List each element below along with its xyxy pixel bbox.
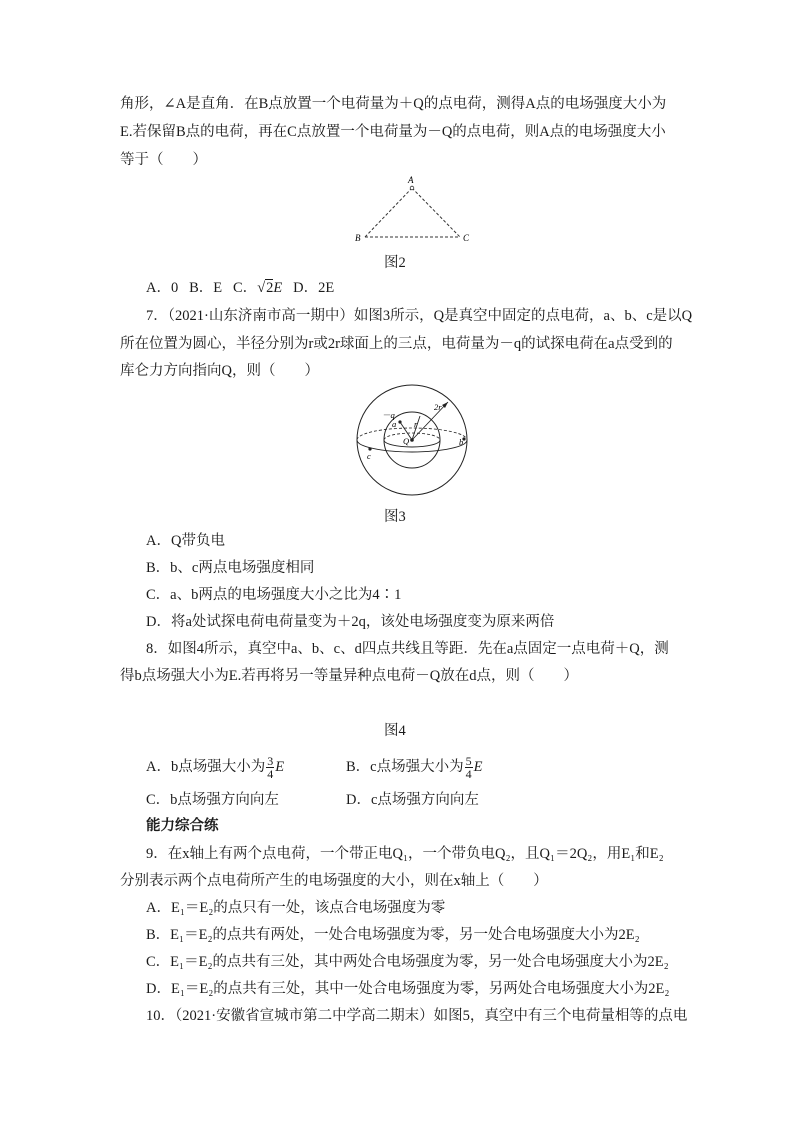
q6-text-line-2: E.若保留B点的电荷，再在C点放置一个电荷量为－Q的点电荷，则A点的电场强度大小 [120,124,666,140]
q7-option-a: A．Q带负电 [146,533,225,549]
label-b3: b [459,437,464,447]
label-c: C [463,233,470,243]
q9-option-c: C．E₁＝E₂的点共有三处，其中两处合电场强度为零，另一处合电场强度大小为2E₂ [146,954,669,970]
q7-text-line-1: 7．（2021·山东济南市高一期中）如图3所示，Q是真空中固定的点电荷，a、b、c是以Q [146,308,693,324]
q9-option-b: B．E₁＝E₂的点共有两处，一处合电场强度为零，另一处合电场强度大小为2E₂ [146,927,640,943]
q8-option-b [346,754,482,780]
label-q: Q [403,436,410,446]
fraction-5-4 [465,755,473,780]
q9-option-d: D．E₁＝E₂的点共有三处，其中一处合电场强度为零，另两处合电场强度大小为2E₂ [146,981,670,997]
point-q [410,438,414,442]
figure-3-caption: 图3 [384,509,406,525]
q7-option-c: C．a、b两点的电场强度大小之比为4∶1 [146,587,402,603]
label-2r: 2r [434,402,442,412]
label-a3: a [392,419,397,429]
figure-3-spheres [352,382,472,498]
q6-option-c-suffix: E [273,280,283,296]
label-minus-q: －q [382,410,395,420]
q7-text-line-2: 所在位置为圆心，半径分别为r或2r球面上的三点，电荷量为－q的试探电荷在a点受到的 [120,336,673,352]
q8-option-d: D．c点场强方向向左 [346,792,479,808]
q6-option-c-prefix: C． [233,280,258,296]
q6-option-d: D．2E [293,280,335,296]
fraction-denominator: 4 [267,767,274,782]
q8-text-line-2: 得b点场强大小为E.若再将另一等量异种点电荷－Q放在d点，则（ ） [120,668,578,684]
q8-option-a [146,754,284,780]
label-b: B [355,233,361,243]
q6-option-b: B．E [189,280,223,296]
triangle-side-ac [412,188,460,237]
q7-option-b: B．b、c两点电场强度相同 [146,560,315,576]
q10-text-line-1: 10．（2021·安徽省宣城市第二中学高二期末）如图5，真空中有三个电荷量相等的点电 [146,1008,688,1024]
q8-option-c: C．b点场强方向向左 [146,792,279,808]
q7-text-line-3: 库仑力方向指向Q，则（ ） [120,363,319,379]
sqrt-symbol: √2 [257,280,274,296]
figure-2-triangle [350,172,480,247]
q6-option-a: A．0 [146,280,179,296]
q8-text-line-1: 8．如图4所示，真空中a、b、c、d四点共线且等距．先在a点固定一点电荷＋Q，测 [146,641,669,657]
label-a: A [408,175,414,185]
fraction-numerator: 5 [465,754,472,769]
fraction-denominator: 4 [465,767,472,782]
q8-option-b-prefix: B．c点场强大小为 [346,759,464,775]
figure-4-caption: 图4 [384,723,406,739]
figure-2-caption: 图2 [384,255,406,271]
q8-option-b-suffix: E [473,759,483,775]
q6-option-c [233,280,282,296]
label-c3: c [367,451,371,461]
q8-option-a-prefix: A．b点场强大小为 [146,759,266,775]
label-r: r [414,419,418,429]
q7-option-d: D．将a处试探电荷电荷量变为＋2q，该处电场强度变为原来两倍 [146,614,555,630]
point-a3 [398,420,401,423]
q6-text-line-1: 角形，∠A是直角．在B点放置一个电荷量为＋Q的点电荷，测得A点的电场强度大小为 [120,96,667,112]
sqrt-radicand: 2 [266,280,274,296]
q6-text-line-3: 等于（ ） [120,152,207,168]
triangle-side-ab [365,188,412,237]
q6-options [146,278,334,298]
fraction-numerator: 3 [267,754,274,769]
q8-option-a-suffix: E [275,759,285,775]
q9-option-a: A．E₁＝E₂的点只有一处，该点合电场强度为零 [146,900,446,916]
q9-text-line-2: 分别表示两个点电荷所产生的电场强度的大小，则在x轴上（ ） [120,873,548,889]
q9-text-line-1: 9．在x轴上有两个点电荷，一个带正电Q₁，一个带负电Q₂，且Q₁＝2Q₂，用E₁和E₂ [146,846,664,862]
section-title: 能力综合练 [146,818,219,834]
fraction-3-4 [266,755,274,780]
point-a [410,186,414,190]
